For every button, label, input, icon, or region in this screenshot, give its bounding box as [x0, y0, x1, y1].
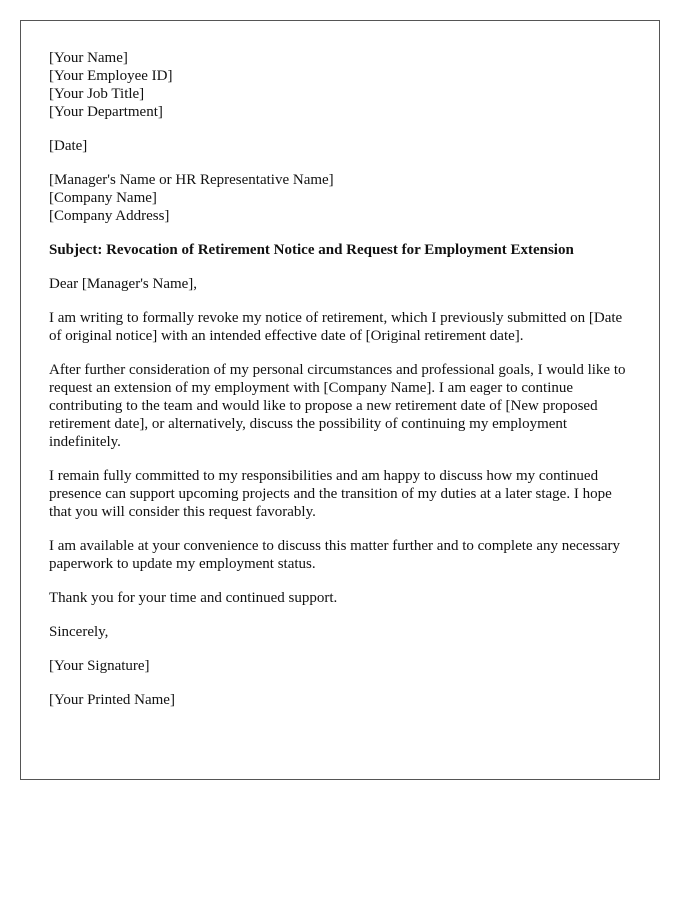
body-paragraph-thanks: Thank you for your time and continued support. [49, 590, 338, 606]
body-paragraph-revocation: I am writing to formally revoke my notice of retirement, which I previously submitted on [Date of original notice] with an intended effective date of [Original retirement date]. [49, 310, 623, 344]
body-paragraph-extension-request: After further consideration of my personal circumstances and professional goals, I would like to request an extension of my employment with [Company Name]. I am eager to continue contributing to the team and would like to propose a new retirement date of [New proposed retirement date], or alternatively, discuss the possibility of continuing my employment indefinitely. [49, 362, 626, 450]
body-paragraph-availability: I am available at your convenience to discuss this matter further and to complete any necessary paperwork to update my employment status. [49, 538, 621, 572]
subject-line: Subject: Revocation of Retirement Notice and Request for Employment Extension [49, 242, 574, 258]
sender-job-title: [Your Job Title] [49, 86, 145, 102]
sender-department: [Your Department] [49, 104, 163, 120]
sender-employee-id: [Your Employee ID] [49, 68, 173, 84]
recipient-company: [Company Name] [49, 190, 157, 206]
recipient-address: [Company Address] [49, 208, 170, 224]
signature-line: [Your Signature] [49, 658, 150, 674]
body-paragraph-commitment: I remain fully committed to my responsibilities and am happy to discuss how my continued presence can support upcoming projects and the transition of my duties at a later stage. I hope that you will consider this request favorably. [49, 468, 612, 520]
letter-page [20, 20, 660, 780]
sender-block [49, 49, 631, 121]
date-line: [Date] [49, 138, 88, 154]
salutation: Dear [Manager's Name], [49, 276, 198, 292]
closing: Sincerely, [49, 624, 109, 640]
sender-name: [Your Name] [49, 50, 128, 66]
recipient-name: [Manager's Name or HR Representative Name] [49, 172, 334, 188]
recipient-block [49, 171, 631, 225]
printed-name-line: [Your Printed Name] [49, 692, 175, 708]
